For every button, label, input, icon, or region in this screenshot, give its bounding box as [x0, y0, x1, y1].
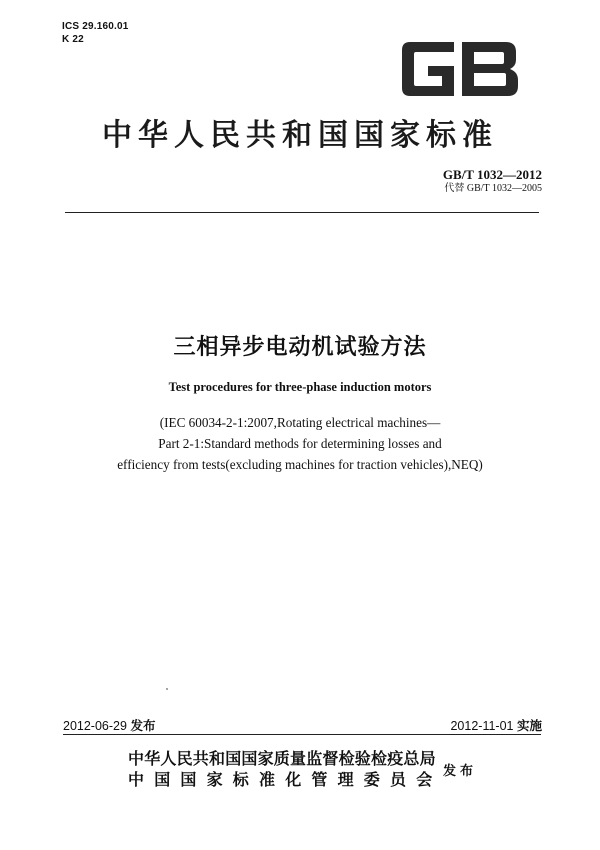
- gb-logo-icon: [398, 38, 522, 100]
- org-title: 中华人民共和国国家标准: [102, 118, 498, 153]
- iec-line-1: (IEC 60034-2-1:2007,Rotating electrical machines—: [159, 415, 441, 430]
- issuer-sac: 中国国家标准化管理委员会: [128, 770, 443, 789]
- iec-line-2: Part 2-1:Standard methods for determining losses and: [158, 436, 442, 451]
- issued-label: 发布: [443, 764, 478, 779]
- footer-divider: [63, 734, 541, 735]
- chinese-title: 三相异步电动机试验方法: [173, 335, 427, 360]
- publish-label: 发布: [130, 718, 156, 733]
- ics-code: ICS 29.160.01: [62, 21, 129, 32]
- scan-speck: [166, 688, 168, 690]
- gb-standard-logo: [398, 38, 522, 100]
- english-title: Test procedures for three-phase induction motors: [168, 380, 432, 394]
- classification-codes: [62, 20, 129, 46]
- publish-date: 2012-06-29: [63, 719, 127, 733]
- issuing-authorities: [128, 748, 442, 790]
- replaces-standard: 代替 GB/T 1032—2005: [444, 183, 542, 194]
- implement-label: 实施: [516, 718, 542, 733]
- implement-date: 2012-11-01: [450, 719, 514, 733]
- publish-date-block: [63, 716, 155, 734]
- header-divider: [65, 212, 539, 213]
- ccs-code: K 22: [62, 34, 84, 45]
- iec-equivalence-note: [70, 412, 530, 475]
- iec-line-3: efficiency from tests(excluding machines for traction vehicles),NEQ): [117, 457, 483, 472]
- standard-number-block: [443, 168, 542, 196]
- standard-number: GB/T 1032—2012: [442, 167, 542, 182]
- issuer-aqsiq: 中华人民共和国国家质量监督检验检疫总局: [128, 749, 436, 768]
- implement-date-block: [450, 716, 542, 734]
